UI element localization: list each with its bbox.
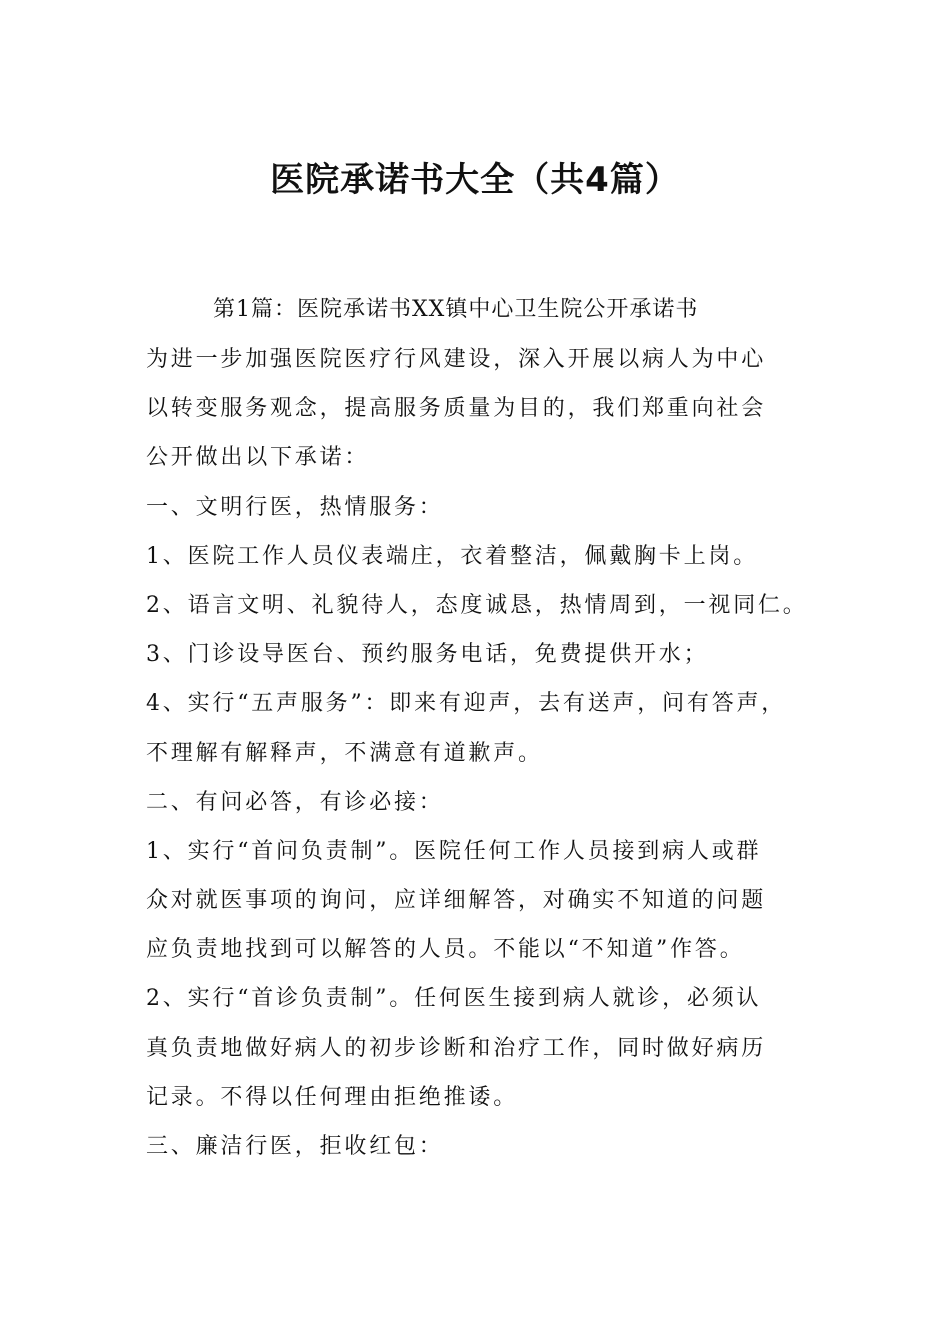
body-line: 4、实行“五声服务”：即来有迎声，去有送声，问有答声， [146, 691, 787, 717]
body-line: 公开做出以下承诺： [146, 445, 370, 471]
body-line: 1、实行“首问负责制”。医院任何工作人员接到病人或群 [146, 838, 762, 864]
body-line: 以转变服务观念，提高服务质量为目的，我们郑重向社会 [146, 396, 767, 422]
body-line: 众对就医事项的询问，应详细解答，对确实不知道的问题 [146, 888, 767, 914]
section-heading: 一、文明行医，热情服务： [146, 494, 444, 520]
document-title: 医院承诺书大全（共4篇） [270, 160, 680, 200]
body-line: 2、实行“首诊负责制”。任何医生接到病人就诊，必须认 [146, 986, 762, 1012]
body-line: 为进一步加强医院医疗行风建设，深入开展以病人为中心 [146, 347, 767, 372]
document-body [146, 342, 826, 1178]
body-line: 真负责地做好病人的初步诊断和治疗工作，同时做好病历 [146, 1035, 767, 1061]
body-line: 3、门诊设导医台、预约服务电话，免费提供开水； [146, 642, 709, 668]
body-line: 2、语言文明、礼貌待人，态度诚恳，热情周到，一视同仁。 [146, 592, 808, 618]
body-line: 应负责地找到可以解答的人员。不能以“不知道”作答。 [146, 937, 745, 963]
document-subtitle: 第1篇：医院承诺书XX镇中心卫生院公开承诺书 [213, 297, 699, 322]
section-heading: 二、有问必答，有诊必接： [146, 789, 444, 815]
body-line: 1、医院工作人员仪表端庄，衣着整洁，佩戴胸卡上岗。 [146, 543, 758, 569]
section-heading: 三、廉洁行医，拒收红包： [146, 1134, 444, 1159]
body-line: 记录。不得以任何理由拒绝推诿。 [146, 1084, 519, 1110]
body-line: 不理解有解释声，不满意有道歉声。 [146, 740, 543, 766]
